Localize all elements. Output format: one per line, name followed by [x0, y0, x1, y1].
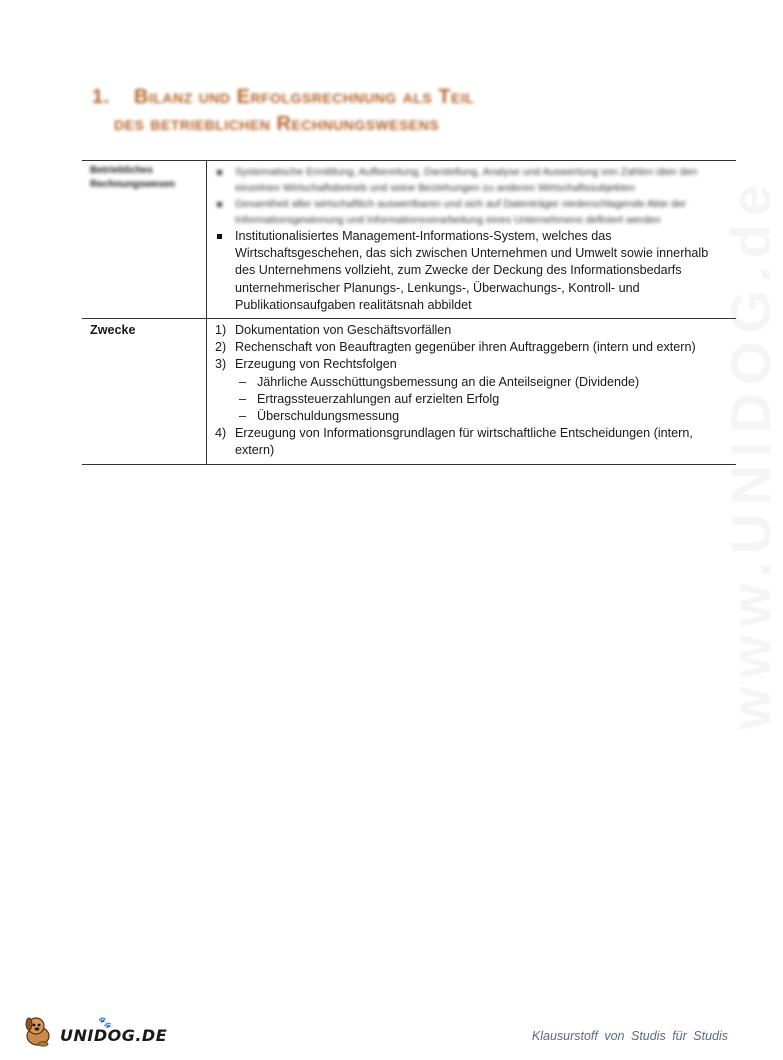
item-number: 4)	[215, 426, 227, 441]
sub-list-item: – Jährliche Ausschüttungsbemessung an die Anteilseigner (Dividende)	[235, 374, 730, 391]
bullet-list	[213, 228, 730, 314]
sub-list	[235, 374, 730, 426]
footer-tagline: Klausurstoff von Studis für Studis	[531, 1029, 728, 1043]
section-heading	[92, 86, 474, 136]
row-label-rechnungswesen: Betriebliches Rechnungswesen	[90, 165, 176, 190]
heading-title-line-1: Bilanz und Erfolgsrechnung als Teil	[134, 86, 475, 108]
list-item: Systematische Ermittlung, Aufbereitung, Darstellung, Analyse und Auswertung von Zahlen über den einzelnen Wirtschaftsbetrieb und seine Beziehungen zu anderen Wirtschaftssubjekten	[213, 164, 730, 196]
watermark: www.UNIDOG.de	[719, 176, 782, 730]
list-item	[213, 356, 730, 425]
row-content-cell	[207, 319, 737, 465]
dog-mascot-icon	[22, 1014, 56, 1048]
item-number: 1)	[215, 323, 227, 338]
list-item	[213, 339, 730, 356]
definition-table	[82, 160, 736, 465]
list-item	[213, 425, 730, 459]
item-text: Erzeugung von Rechtsfolgen	[235, 357, 397, 372]
row-content-cell	[207, 161, 737, 319]
row-label-zwecke: Zwecke	[82, 319, 207, 465]
sub-list-item: – Überschuldungsmessung	[235, 408, 730, 425]
item-text: Erzeugung von Informationsgrundlagen für wirtschaftliche Entscheidungen (intern, extern)	[235, 426, 693, 458]
list-item	[213, 322, 730, 339]
item-number: 3)	[215, 357, 227, 372]
item-text: Rechenschaft von Beauftragten gegenüber ihren Auftraggebern (intern und extern)	[235, 340, 696, 355]
item-text: Dokumentation von Geschäftsvorfällen	[235, 323, 452, 338]
logo-text: UNIDOG.DE	[60, 1025, 168, 1045]
table-row-zwecke	[82, 319, 736, 465]
unidog-logo	[22, 1014, 167, 1048]
list-item: Institutionalisiertes Management-Informations-System, welches das Wirtschaftsgeschehen, das sich zwischen Unternehmen und Umwelt sowie innerhalb des Unternehmens vollzieht, zum Zwecke der Deckung des Informationsbedarfs unternehmerischer Planungs-, Lenkungs-, Überwachungs-, Kontroll- und Publikationsaufgaben realitätsnah abbildet	[213, 228, 730, 314]
heading-line-1	[92, 86, 474, 109]
numbered-list	[213, 322, 730, 460]
heading-title-line-2: des betrieblichen Rechnungswesens	[114, 113, 440, 135]
paw-icon: 🐾	[98, 1017, 112, 1029]
list-item: Gesamtheit aller wirtschaftlich auswertbaren und sich auf Datenträger niederschlagende Akte der Informationsgewinnung und Informationsverarbeitung eines Unternehmens definiert werden	[213, 196, 730, 228]
table-row-rechnungswesen	[82, 161, 736, 319]
row-label-cell	[82, 161, 207, 319]
sub-list-item: – Ertragssteuerzahlungen auf erzielten Erfolg	[235, 391, 730, 408]
blurred-bullet-list	[213, 164, 730, 228]
item-number: 2)	[215, 340, 227, 355]
heading-number: 1.	[92, 86, 110, 108]
